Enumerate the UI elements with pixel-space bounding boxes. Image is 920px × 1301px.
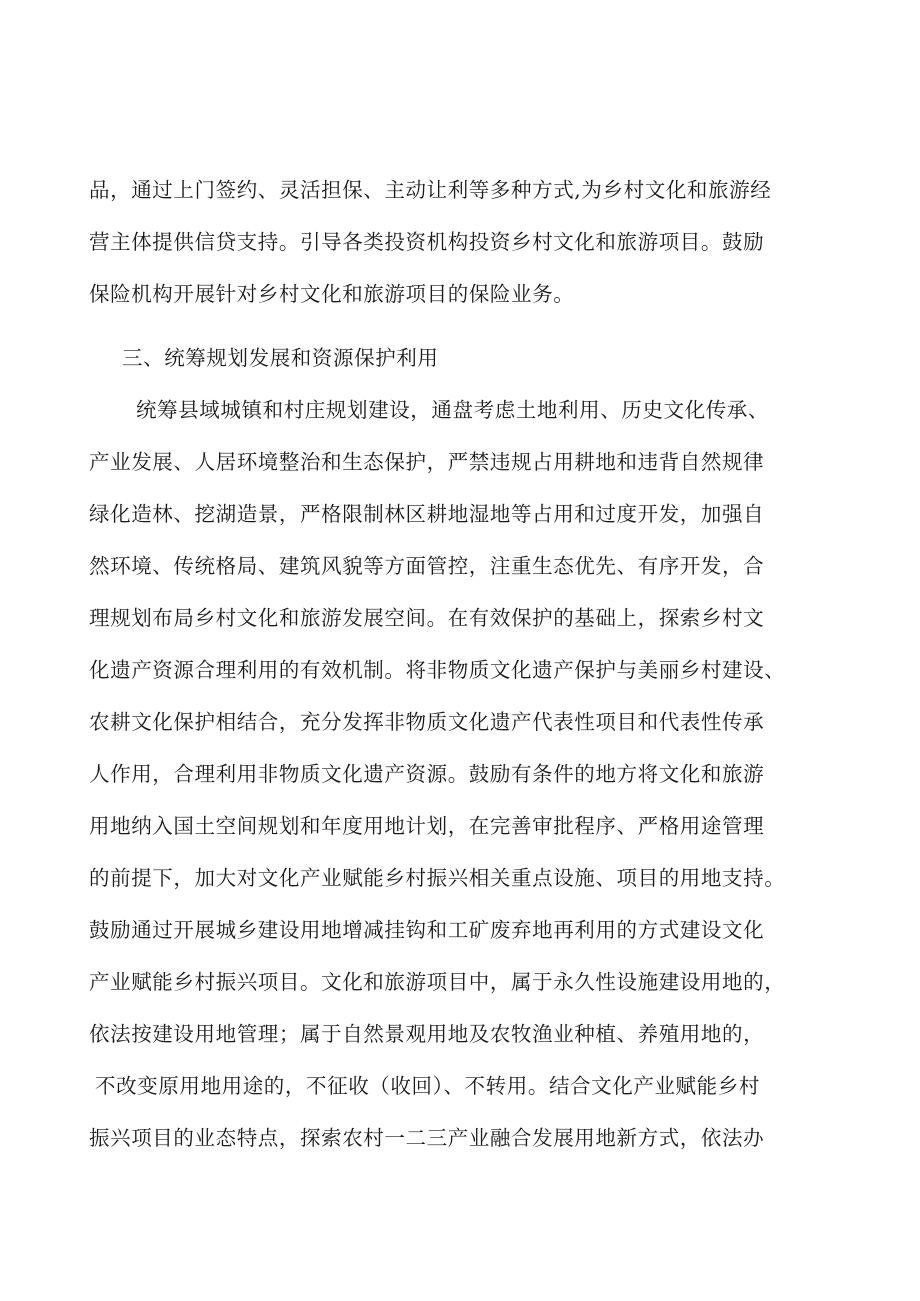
text-line: 农耕文化保护相结合，充分发挥非物质文化遗产代表性项目和代表性传承 xyxy=(89,710,765,734)
text-line: 的前提下，加大对文化产业赋能乡村振兴相关重点设施、项目的用地支持。 xyxy=(89,866,786,890)
text-line: 不改变原用地用途的，不征收（收回）、不转用。结合文化产业赋能乡村 xyxy=(95,1074,760,1098)
text-line: 用地纳入国土空间规划和年度用地计划，在完善审批程序、严格用途管理 xyxy=(89,814,765,838)
section-heading: 三、统筹规划发展和资源保护利用 xyxy=(122,346,439,370)
text-line: 营主体提供信贷支持。引导各类投资机构投资乡村文化和旅游项目。鼓励 xyxy=(89,230,765,254)
text-line: 振兴项目的业态特点，探索农村一二三产业融合发展用地新方式，依法办 xyxy=(89,1126,765,1150)
text-line: 鼓励通过开展城乡建设用地增减挂钩和工矿废弃地再利用的方式建设文化 xyxy=(89,918,765,942)
text-line: 保险机构开展针对乡村文化和旅游项目的保险业务。 xyxy=(89,282,575,306)
text-line: 绿化造林、挖湖造景，严格限制林区耕地湿地等占用和过度开发，加强自 xyxy=(89,502,765,526)
text-line: 产业发展、人居环境整治和生态保护，严禁违规占用耕地和违背自然规律 xyxy=(89,450,765,474)
text-line: 人作用，合理利用非物质文化遗产资源。鼓励有条件的地方将文化和旅游 xyxy=(89,762,765,786)
text-line: 品，通过上门签约、灵活担保、主动让利等多种方式,为乡村文化和旅游经 xyxy=(89,178,772,202)
text-line: 理规划布局乡村文化和旅游发展空间。在有效保护的基础上，探索乡村文 xyxy=(89,606,765,630)
text-line: 统筹县域城镇和村庄规划建设，通盘考虑土地利用、历史文化传承、 xyxy=(136,398,769,422)
text-line: 产业赋能乡村振兴项目。文化和旅游项目中，属于永久性设施建设用地的， xyxy=(89,970,786,994)
text-line: 化遗产资源合理利用的有效机制。将非物质文化遗产保护与美丽乡村建设、 xyxy=(89,658,786,682)
text-line: 依法按建设用地管理；属于自然景观用地及农牧渔业种植、养殖用地的， xyxy=(89,1022,765,1046)
text-line: 然环境、传统格局、建筑风貌等方面管控，注重生态优先、有序开发，合 xyxy=(89,554,765,578)
